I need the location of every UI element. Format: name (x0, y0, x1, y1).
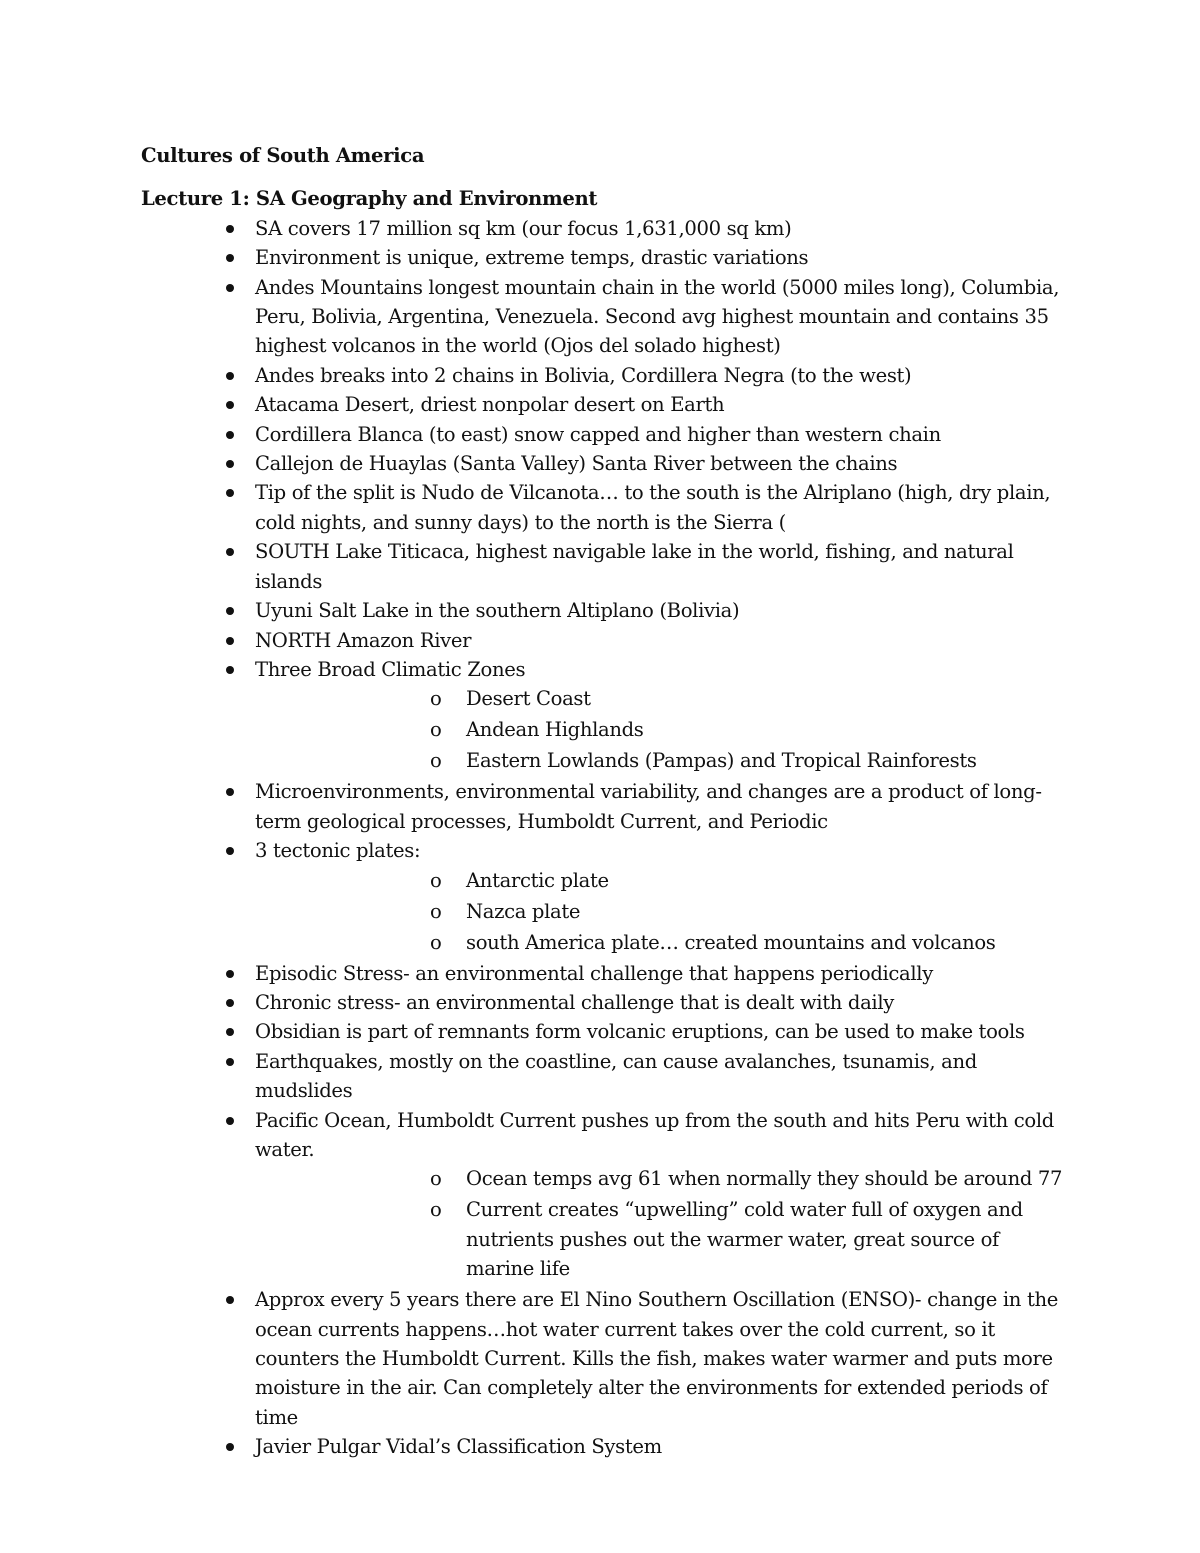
list-item (141, 214, 1071, 243)
sub-list-item (255, 1164, 1071, 1193)
sub-list-item-text: Eastern Lowlands (Pampas) and Tropical Rainforests (466, 749, 977, 773)
sub-list-item-text: Ocean temps avg 61 when normally they should be around 77 (466, 1167, 1063, 1191)
sub-list (255, 866, 1071, 957)
bullet-icon (226, 431, 234, 439)
sub-bullet-marker: o (430, 687, 442, 711)
list-item-text: Earthquakes, mostly on the coastline, can cause avalanches, tsunamis, and mudslides (255, 1049, 977, 1103)
bullet-icon (226, 666, 234, 674)
sub-bullet-marker: o (430, 930, 442, 954)
list-item-text: Chronic stress- an environmental challenge that is dealt with daily (255, 990, 894, 1014)
list-item-text: Environment is unique, extreme temps, drastic variations (255, 246, 809, 270)
bullet-icon (226, 1296, 234, 1304)
list-item (141, 1285, 1071, 1432)
bullet-icon (226, 401, 234, 409)
sub-list-item-text: Current creates “upwelling” cold water full of oxygen and nutrients pushes out the warmer water, great source of marine life (466, 1198, 1023, 1281)
list-item-text: Pacific Ocean, Humboldt Current pushes up from the south and hits Peru with cold water. (255, 1108, 1054, 1161)
sub-bullet-marker: o (430, 899, 442, 923)
list-item (141, 537, 1071, 596)
bullet-icon (226, 637, 234, 645)
list-item (141, 836, 1071, 957)
list-item (141, 449, 1071, 478)
sub-list-item (255, 684, 1071, 713)
list-item (141, 243, 1071, 272)
sub-bullet-marker: o (430, 868, 442, 892)
list-item (141, 988, 1071, 1017)
list-item (141, 596, 1071, 625)
sub-list-item-text: Antarctic plate (466, 868, 609, 892)
lecture-heading: Lecture 1: SA Geography and Environment (141, 187, 598, 211)
bullet-icon (226, 489, 234, 497)
sub-list-item-text: Desert Coast (466, 687, 591, 711)
list-item (141, 1017, 1071, 1046)
list-item (141, 273, 1071, 361)
bullet-icon (226, 999, 234, 1007)
bullet-icon (226, 788, 234, 796)
bullet-icon (226, 372, 234, 380)
list-item (141, 655, 1071, 776)
list-item-text: Tip of the split is Nudo de Vilcanota… to the south is the Alriplano (high, dry plain, cold nights, and sunny days) to the north is the Sierra ( (255, 481, 1051, 534)
bullet-icon (226, 1028, 234, 1036)
list-item-text: Three Broad Climatic Zones (255, 657, 526, 681)
list-item-text: Obsidian is part of remnants form volcanic eruptions, can be used to make tools (255, 1020, 1025, 1044)
bullet-icon (226, 1117, 234, 1125)
list-item-text: SOUTH Lake Titicaca, highest navigable lake in the world, fishing, and natural islands (255, 540, 1014, 593)
sub-list-item (255, 746, 1071, 775)
list-item-text: SA covers 17 million sq km (our focus 1,631,000 sq km) (255, 216, 792, 240)
list-item (141, 959, 1071, 988)
bullet-list (141, 214, 1071, 1462)
sub-list-item (255, 1195, 1071, 1283)
list-item-text: Atacama Desert, driest nonpolar desert on Earth (255, 393, 725, 417)
bullet-icon (226, 254, 234, 262)
list-item (141, 1047, 1071, 1106)
list-item-text: Callejon de Huaylas (Santa Valley) Santa River between the chains (255, 452, 898, 476)
list-item-text: Microenvironments, environmental variability, and changes are a product of long-term geological processes, Humboldt Current, and Periodic (255, 780, 1042, 833)
sub-list-item-text: Nazca plate (466, 899, 581, 923)
list-item-text: NORTH Amazon River (255, 628, 472, 652)
list-item (141, 777, 1071, 836)
sub-list-item-text: Andean Highlands (466, 718, 644, 742)
list-item-text: Andes Mountains longest mountain chain in the world (5000 miles long), Columbia, Peru, Bolivia, Argentina, Venezuela. Second avg highest mountain and contains 35 highest volcanos in the world (Ojos del solado highest) (255, 275, 1060, 358)
sub-list-item (255, 866, 1071, 895)
bullet-icon (226, 1443, 234, 1451)
list-item-text: Javier Pulgar Vidal’s Classification System (255, 1435, 662, 1459)
sub-bullet-marker: o (430, 1167, 442, 1191)
bullet-icon (226, 607, 234, 615)
sub-list-item-text: south America plate… created mountains and volcanos (466, 930, 996, 954)
bullet-icon (226, 548, 234, 556)
sub-bullet-marker: o (430, 749, 442, 773)
list-item (141, 626, 1071, 655)
list-item-text: Cordillera Blanca (to east) snow capped and higher than western chain (255, 422, 941, 446)
sub-list-item (255, 715, 1071, 744)
bullet-icon (226, 460, 234, 468)
list-item (141, 1432, 1071, 1461)
bullet-icon (226, 970, 234, 978)
list-item-text: Andes breaks into 2 chains in Bolivia, Cordillera Negra (to the west) (255, 363, 912, 387)
bullet-icon (226, 1058, 234, 1066)
list-item (141, 361, 1071, 390)
list-item (141, 420, 1071, 449)
list-item-text: 3 tectonic plates: (255, 839, 421, 863)
list-item (141, 390, 1071, 419)
list-item-text: Episodic Stress- an environmental challenge that happens periodically (255, 961, 933, 985)
sub-bullet-marker: o (430, 1198, 442, 1222)
document-body (141, 141, 1071, 1462)
sub-list (255, 684, 1071, 775)
list-item (141, 1106, 1071, 1284)
list-item (141, 478, 1071, 537)
sub-bullet-marker: o (430, 718, 442, 742)
bullet-icon (226, 847, 234, 855)
sub-list-item (255, 897, 1071, 926)
list-item-text: Approx every 5 years there are El Nino Southern Oscillation (ENSO)- change in the ocean currents happens…hot water current takes over the cold current, so it counters the Humboldt Current. Kills the fish, makes water warmer and puts more moisture in the air. Can completely alter the environments for extended periods of time (255, 1288, 1058, 1429)
bullet-icon (226, 284, 234, 292)
sub-list (255, 1164, 1071, 1283)
document-title: Cultures of South America (141, 144, 425, 167)
list-item-text: Uyuni Salt Lake in the southern Altiplano (Bolivia) (255, 599, 740, 623)
bullet-icon (226, 225, 234, 233)
sub-list-item (255, 928, 1071, 957)
